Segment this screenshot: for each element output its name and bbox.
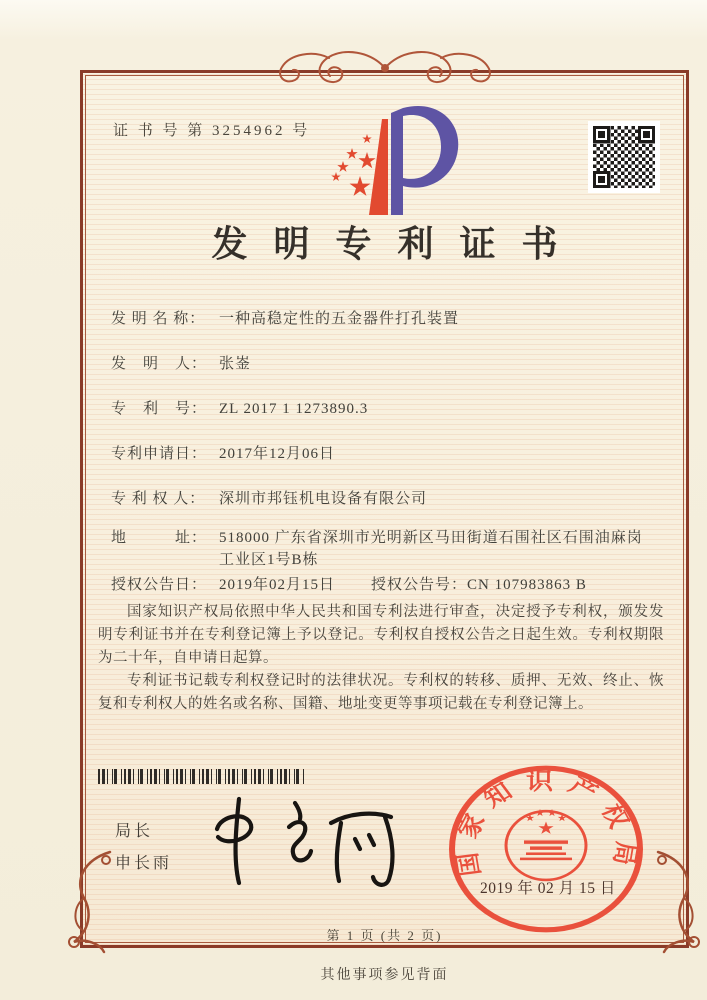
qr-code-icon <box>588 121 660 193</box>
field-label: 专 利 权 人： <box>111 491 206 507</box>
barcode-icon <box>98 769 306 784</box>
cnipa-round-seal-icon <box>446 763 646 935</box>
director-signature-icon <box>203 789 418 889</box>
certificate-title: 发明专利证书 <box>211 224 584 264</box>
field-value: 张崟 <box>219 356 252 372</box>
field-patent-number <box>111 397 671 421</box>
director-title: 局长 <box>115 823 154 840</box>
field-label: 地 址： <box>111 530 208 546</box>
qr-finder-bottom-left <box>593 171 610 188</box>
legal-paragraph: 国家知识产权局依照中华人民共和国专利法进行审查，决定授予专利权，颁发发明专利证书并在专利登记簿上予以登记。专利权自授权公告之日起生效。专利权期限为二十年，自申请日起算。 <box>98 604 664 666</box>
field-inventor <box>111 352 671 376</box>
qr-finder-top-right <box>638 126 655 143</box>
field-value: 518000 广东省深圳市光明新区马田街道石围社区石围油麻岗工业区1号B栋 <box>219 530 643 568</box>
field-label: 专 利 号： <box>111 401 208 417</box>
certificate-frame <box>80 70 689 948</box>
cnipa-logo-icon <box>321 99 463 219</box>
national-emblem <box>506 809 586 880</box>
certificate-number: 证 书 号 第 3254962 号 <box>113 123 311 139</box>
certificate-fields <box>111 307 671 618</box>
bottom-right-flourish-ornament <box>650 850 707 954</box>
grant-date-pair <box>111 573 335 597</box>
field-value: 2017年12月06日 <box>219 446 336 462</box>
legal-text <box>98 601 664 716</box>
footer-note: 其他事项参见背面 <box>320 968 449 983</box>
field-patentee <box>111 487 671 511</box>
bottom-left-flourish-ornament <box>60 850 118 954</box>
seal-date: 2019 年 02 月 15 日 <box>480 880 616 897</box>
seal-arc-text: 国家知识产权局 <box>451 769 641 878</box>
field-invention-name <box>111 307 671 331</box>
legal-paragraph: 专利证书记载专利权登记时的法律状况。专利权的转移、质押、无效、终止、恢复和专利权人的姓名或名称、国籍、地址变更等事项记载在专利登记簿上。 <box>98 673 664 712</box>
top-flourish-ornament <box>272 46 498 90</box>
field-label: 发 明 人： <box>111 356 208 372</box>
field-value: 一种高稳定性的五金器件打孔装置 <box>219 311 460 327</box>
field-label: 授权公告号： <box>371 577 468 593</box>
field-label: 授权公告日： <box>111 577 208 593</box>
field-value: 2019年02月15日 <box>219 577 336 593</box>
qr-finder-top-left <box>593 126 610 143</box>
director-name: 申长雨 <box>115 855 173 872</box>
field-value: ZL 2017 1 1273890.3 <box>219 401 369 417</box>
field-grant <box>111 573 671 597</box>
field-value: CN 107983863 B <box>467 577 587 593</box>
field-label: 专利申请日： <box>111 446 208 462</box>
field-filing-date <box>111 442 671 466</box>
field-address <box>111 527 671 571</box>
qr-modules <box>593 126 655 188</box>
page-number: 第 1 页 (共 2 页) <box>326 928 443 943</box>
grant-number-pair <box>371 573 587 597</box>
field-value: 深圳市邦钰机电设备有限公司 <box>219 491 428 507</box>
field-label: 发 明 名 称： <box>111 311 206 327</box>
